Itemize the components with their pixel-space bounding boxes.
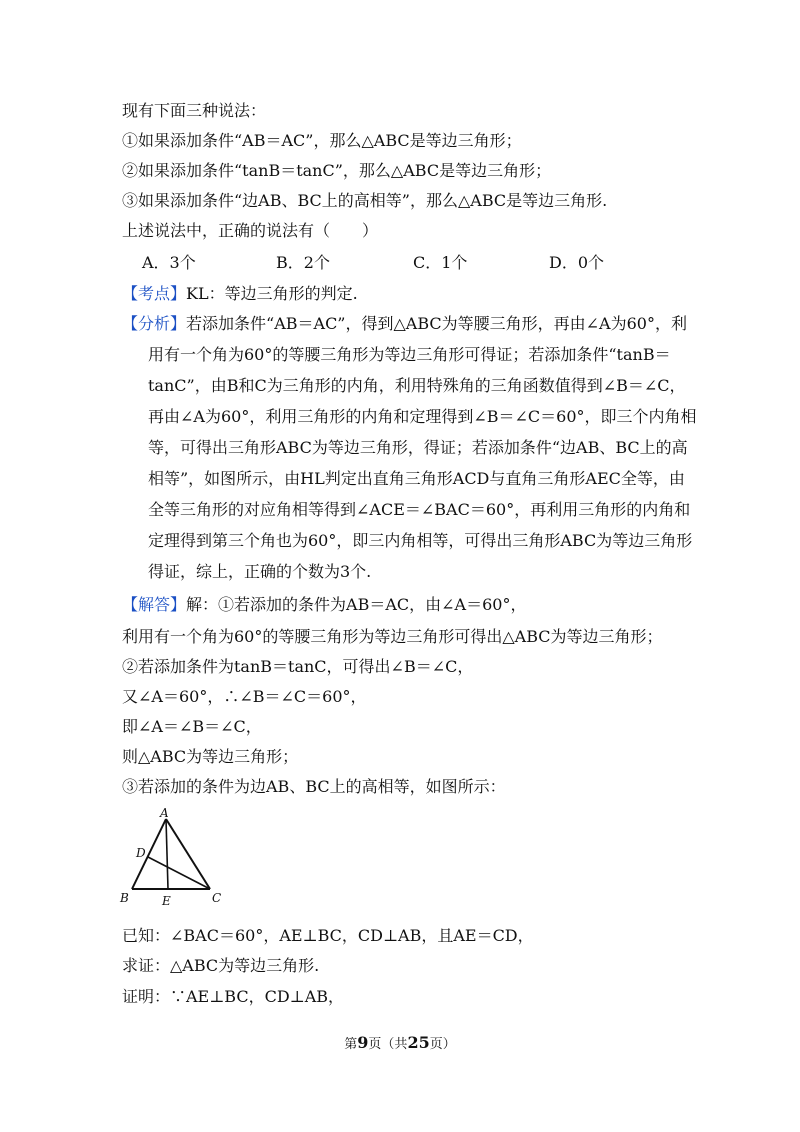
label-c: C (212, 891, 222, 905)
page-footer (0, 1034, 800, 1054)
question-prompt: 上述说法中，正确的说法有（ ） (122, 221, 379, 240)
jieda-line-4: 又∠A＝60°，∴∠B＝∠C＝60°， (122, 687, 367, 706)
label-d: D (136, 846, 146, 860)
fenxi-tag: 【分析】 (122, 314, 187, 333)
footer-post: 页） (429, 1037, 456, 1052)
footer-pre: 第 (344, 1037, 358, 1052)
statement-2: ②如果添加条件“tanB＝tanC”，那么△ABC是等边三角形； (122, 161, 552, 180)
fenxi-line-1 (122, 314, 687, 334)
jieda-line-6: 则△ABC为等边三角形； (122, 747, 299, 766)
option-d: D．0个 (549, 253, 605, 272)
jieda-line-5: 即∠A＝∠B＝∠C， (122, 717, 262, 736)
jieda-tag: 【解答】 (122, 595, 187, 614)
label-b: B (120, 891, 129, 905)
proof-start: 证明：∵AE⊥BC，CD⊥AB， (122, 987, 345, 1006)
fenxi-line-9: 得证，综上，正确的个数为3个. (148, 562, 372, 581)
statement-1: ①如果添加条件“AB＝AC”，那么△ABC是等边三角形； (122, 131, 522, 150)
fenxi-line-5: 等，可得出三角形ABC为等边三角形，得证；若添加条件“边AB、BC上的高 (148, 438, 688, 457)
fenxi-line-2: 用有一个角为60°的等腰三角形为等边三角形可得证；若添加条件“tanB＝ (148, 345, 671, 364)
fenxi-line-7: 全等三角形的对应角相等得到∠ACE＝∠BAC＝60°，再利用三角形的内角和 (148, 500, 691, 519)
kaodian-text: KL：等边三角形的判定. (186, 284, 358, 303)
jieda-first: 解：①若添加的条件为AB＝AC，由∠A＝60°， (186, 595, 527, 614)
kaodian-line (122, 284, 358, 304)
statement-3: ③如果添加条件“边AB、BC上的高相等”，那么△ABC是等边三角形. (122, 191, 608, 210)
jieda-line-1 (122, 595, 526, 615)
fenxi-line-8: 定理得到第三个角也为60°，即三内角相等，可得出三角形ABC为等边三角形 (148, 531, 693, 550)
altitude-ae (166, 819, 168, 889)
fenxi-line-4: 再由∠A为60°，利用三角形的内角和定理得到∠B＝∠C＝60°，即三个内角相 (148, 407, 697, 426)
fenxi-line-3: tanC”，由B和C为三角形的内角，利用特殊角的三角函数值得到∠B＝∠C， (148, 376, 686, 395)
fenxi-text-1: 若添加条件“AB＝AC”，得到△ABC为等腰三角形，再由∠A为60°，利 (186, 314, 687, 333)
option-a: A．3个 (142, 253, 196, 272)
kaodian-tag: 【考点】 (122, 284, 187, 303)
jieda-line-3: ②若添加条件为tanB＝tanC，可得出∠B＝∠C， (122, 657, 474, 676)
label-e: E (162, 894, 171, 908)
proof-known: 已知：∠BAC＝60°，AE⊥BC，CD⊥AB，且AE＝CD， (122, 926, 534, 945)
option-b: B．2个 (276, 253, 330, 272)
footer-mid: 页（共 (368, 1037, 408, 1052)
label-a: A (160, 806, 169, 820)
triangle-figure (118, 805, 228, 911)
fenxi-line-6: 相等”，如图所示，由HL判定出直角三角形ACD与直角三角形AEC全等，由 (148, 469, 685, 488)
footer-total-pages: 25 (407, 1033, 430, 1052)
question-intro: 现有下面三种说法： (122, 101, 267, 120)
jieda-line-2: 利用有一个角为60°的等腰三角形为等边三角形可得出△ABC为等边三角形； (122, 627, 663, 646)
proof-toprove: 求证：△ABC为等边三角形. (122, 956, 320, 975)
option-c: C．1个 (413, 253, 468, 272)
jieda-line-7: ③若添加的条件为边AB、BC上的高相等，如图所示： (122, 777, 506, 796)
footer-page-number: 9 (357, 1033, 369, 1052)
